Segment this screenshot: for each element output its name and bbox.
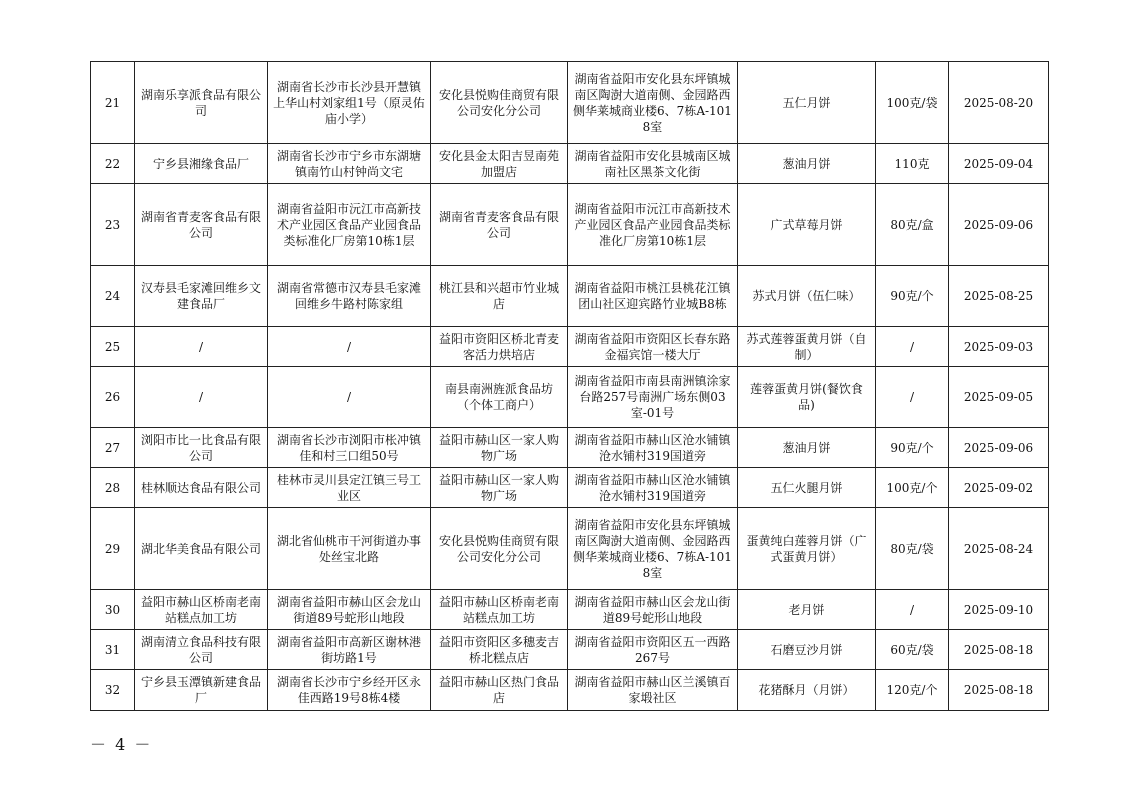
seller-address: 湖南省益阳市赫山区兰溪镇百家塅社区 — [568, 670, 738, 711]
product-name: 苏式月饼（伍仁味） — [738, 266, 876, 327]
seller-address: 湖南省益阳市安化县东坪镇城南区陶澍大道南侧、金园路西侧华莱城商业楼6、7栋A-1018室 — [568, 508, 738, 590]
row-number: 24 — [91, 266, 135, 327]
seller-address: 湖南省益阳市沅江市高新技术产业园区食品产业园食品类标准化厂房第10栋1层 — [568, 184, 738, 266]
seller-address: 湖南省益阳市赫山区沧水铺镇沧水铺村319国道旁 — [568, 468, 738, 508]
sampling-date: 2025-09-03 — [949, 327, 1049, 367]
producer-address: 湖北省仙桃市干河街道办事处丝宝北路 — [268, 508, 431, 590]
seller-address: 湖南省益阳市资阳区五一西路267号 — [568, 630, 738, 670]
seller-address: 湖南省益阳市南县南洲镇涂家台路257号南洲广场东侧03室-01号 — [568, 367, 738, 428]
product-spec: / — [876, 590, 949, 630]
producer-name: 宁乡县湘缘食品厂 — [135, 144, 268, 184]
producer-name: 湖南省青麦客食品有限公司 — [135, 184, 268, 266]
product-spec: 90克/个 — [876, 428, 949, 468]
sampling-date: 2025-09-10 — [949, 590, 1049, 630]
producer-name: 宁乡县玉潭镇新建食品厂 — [135, 670, 268, 711]
product-spec: / — [876, 367, 949, 428]
producer-name: 湖南清立食品科技有限公司 — [135, 630, 268, 670]
product-name: 老月饼 — [738, 590, 876, 630]
product-name: 广式草莓月饼 — [738, 184, 876, 266]
seller-name: 益阳市赫山区桥南老南站糕点加工坊 — [431, 590, 568, 630]
table-row — [91, 367, 1049, 428]
product-name: 莲蓉蛋黄月饼(餐饮食品) — [738, 367, 876, 428]
producer-address: / — [268, 367, 431, 428]
seller-name: 南县南洲旌派食品坊（个体工商户） — [431, 367, 568, 428]
seller-name: 湖南省青麦客食品有限公司 — [431, 184, 568, 266]
table-row — [91, 670, 1049, 711]
sampling-date: 2025-08-25 — [949, 266, 1049, 327]
producer-name: / — [135, 367, 268, 428]
sampling-date: 2025-08-18 — [949, 670, 1049, 711]
table-row — [91, 144, 1049, 184]
table-row — [91, 184, 1049, 266]
seller-address: 湖南省益阳市赫山区沧水铺镇沧水铺村319国道旁 — [568, 428, 738, 468]
producer-address: 湖南省长沙市宁乡市东湖塘镇南竹山村钟尚文宅 — [268, 144, 431, 184]
producer-name: 湖北华美食品有限公司 — [135, 508, 268, 590]
producer-address: 湖南省常德市汉寿县毛家滩回维乡牛路村陈家组 — [268, 266, 431, 327]
producer-name: / — [135, 327, 268, 367]
producer-address: 桂林市灵川县定江镇三号工业区 — [268, 468, 431, 508]
product-name: 葱油月饼 — [738, 144, 876, 184]
producer-address: 湖南省长沙市长沙县开慧镇上华山村刘家组1号（原灵佑庙小学） — [268, 62, 431, 144]
sampling-date: 2025-08-18 — [949, 630, 1049, 670]
seller-name: 益阳市资阳区桥北青麦客活力烘培店 — [431, 327, 568, 367]
sampling-date: 2025-08-24 — [949, 508, 1049, 590]
table-body — [91, 62, 1049, 711]
seller-name: 益阳市赫山区一家人购物广场 — [431, 468, 568, 508]
producer-name: 桂林顺达食品有限公司 — [135, 468, 268, 508]
product-spec: 110克 — [876, 144, 949, 184]
row-number: 31 — [91, 630, 135, 670]
seller-address: 湖南省益阳市桃江县桃花江镇团山社区迎宾路竹业城B8栋 — [568, 266, 738, 327]
row-number: 29 — [91, 508, 135, 590]
product-name: 苏式莲蓉蛋黄月饼（自制） — [738, 327, 876, 367]
producer-address: 湖南省益阳市高新区谢林港街坊路1号 — [268, 630, 431, 670]
sampling-date: 2025-09-02 — [949, 468, 1049, 508]
seller-name: 安化县悦购佳商贸有限公司安化分公司 — [431, 508, 568, 590]
producer-address: 湖南省益阳市沅江市高新技术产业园区食品产业园食品类标准化厂房第10栋1层 — [268, 184, 431, 266]
product-spec: 100克/个 — [876, 468, 949, 508]
producer-address: 湖南省益阳市赫山区会龙山街道89号蛇形山地段 — [268, 590, 431, 630]
product-spec: 60克/袋 — [876, 630, 949, 670]
seller-name: 安化县悦购佳商贸有限公司安化分公司 — [431, 62, 568, 144]
producer-address: / — [268, 327, 431, 367]
table-row — [91, 468, 1049, 508]
table-row — [91, 62, 1049, 144]
page-number: － 4 － — [90, 735, 153, 754]
table-row — [91, 266, 1049, 327]
seller-name: 安化县金太阳吉昱南苑加盟店 — [431, 144, 568, 184]
producer-name: 湖南乐享派食品有限公司 — [135, 62, 268, 144]
row-number: 26 — [91, 367, 135, 428]
product-name: 石磨豆沙月饼 — [738, 630, 876, 670]
row-number: 25 — [91, 327, 135, 367]
row-number: 23 — [91, 184, 135, 266]
sampling-date: 2025-09-05 — [949, 367, 1049, 428]
row-number: 28 — [91, 468, 135, 508]
sampling-date: 2025-08-20 — [949, 62, 1049, 144]
producer-address: 湖南省长沙市浏阳市枨冲镇佳和村三口组50号 — [268, 428, 431, 468]
seller-address: 湖南省益阳市安化县城南区城南社区黑茶文化街 — [568, 144, 738, 184]
product-name: 五仁火腿月饼 — [738, 468, 876, 508]
table-row — [91, 630, 1049, 670]
producer-address: 湖南省长沙市宁乡经开区永佳西路19号8栋4楼 — [268, 670, 431, 711]
product-spec: 90克/个 — [876, 266, 949, 327]
inspection-table — [90, 61, 1049, 711]
product-spec: 80克/袋 — [876, 508, 949, 590]
sampling-date: 2025-09-06 — [949, 184, 1049, 266]
seller-address: 湖南省益阳市资阳区长春东路金福宾馆一楼大厅 — [568, 327, 738, 367]
table-row — [91, 327, 1049, 367]
product-spec: 120克/个 — [876, 670, 949, 711]
table-row — [91, 428, 1049, 468]
seller-name: 益阳市资阳区多穗麦吉桥北糕点店 — [431, 630, 568, 670]
seller-name: 桃江县和兴超市竹业城店 — [431, 266, 568, 327]
product-name: 葱油月饼 — [738, 428, 876, 468]
product-name: 五仁月饼 — [738, 62, 876, 144]
seller-address: 湖南省益阳市赫山区会龙山街道89号蛇形山地段 — [568, 590, 738, 630]
producer-name: 浏阳市比一比食品有限公司 — [135, 428, 268, 468]
product-name: 花猪酥月（月饼） — [738, 670, 876, 711]
table-row — [91, 508, 1049, 590]
producer-name: 益阳市赫山区桥南老南站糕点加工坊 — [135, 590, 268, 630]
seller-name: 益阳市赫山区一家人购物广场 — [431, 428, 568, 468]
row-number: 22 — [91, 144, 135, 184]
product-spec: 100克/袋 — [876, 62, 949, 144]
row-number: 30 — [91, 590, 135, 630]
product-spec: / — [876, 327, 949, 367]
table-row — [91, 590, 1049, 630]
seller-name: 益阳市赫山区热门食品店 — [431, 670, 568, 711]
seller-address: 湖南省益阳市安化县东坪镇城南区陶澍大道南侧、金园路西侧华莱城商业楼6、7栋A-1018室 — [568, 62, 738, 144]
row-number: 21 — [91, 62, 135, 144]
row-number: 32 — [91, 670, 135, 711]
product-name: 蛋黄纯白莲蓉月饼（广式蛋黄月饼） — [738, 508, 876, 590]
producer-name: 汉寿县毛家滩回维乡文建食品厂 — [135, 266, 268, 327]
row-number: 27 — [91, 428, 135, 468]
product-spec: 80克/盒 — [876, 184, 949, 266]
sampling-date: 2025-09-06 — [949, 428, 1049, 468]
sampling-date: 2025-09-04 — [949, 144, 1049, 184]
